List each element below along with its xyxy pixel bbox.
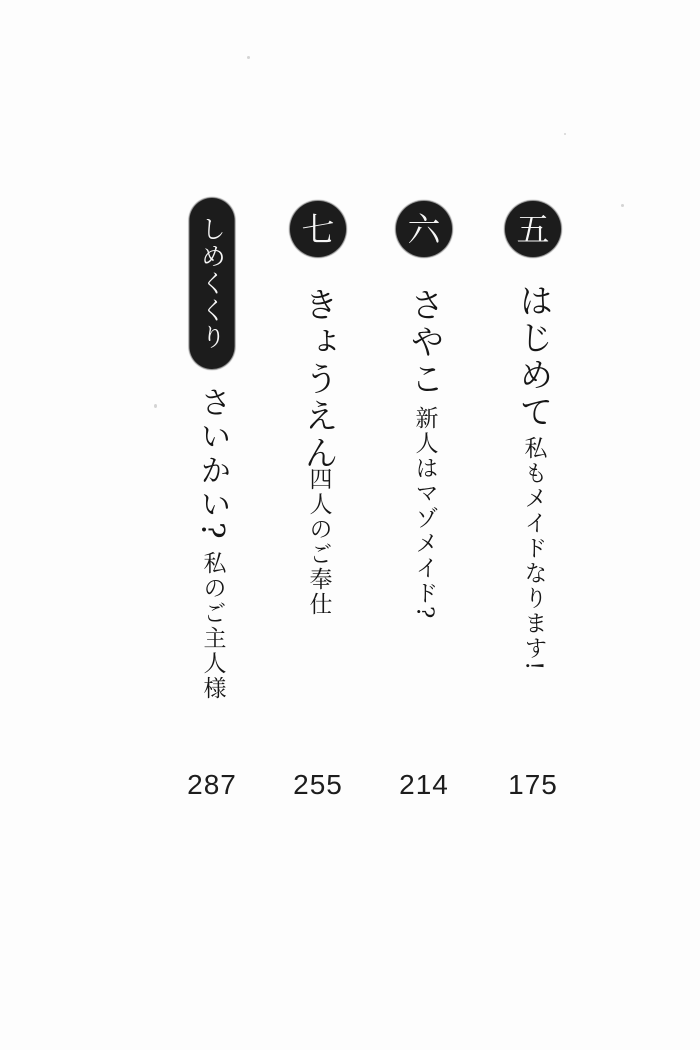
chapter-number-capsule-icon (190, 198, 235, 369)
chapter-subtitle: 新人はマゾメイド? (411, 406, 438, 621)
chapter-number: しめくくり (197, 216, 227, 351)
page-number: 287 (187, 769, 237, 800)
page-number: 255 (293, 769, 343, 800)
chapter-title: さやこ (404, 287, 444, 398)
chapter-title: さいかい? (194, 386, 231, 542)
chapter-number: 七 (301, 209, 335, 249)
chapter-subtitle: 私もメイドなります! (520, 436, 547, 673)
chapter-number-circle-icon (505, 201, 561, 257)
scan-speck (247, 56, 250, 59)
chapter-number: 五 (516, 209, 550, 249)
toc-column-chapter-7 (283, 0, 353, 1050)
toc-column-final-chapter (177, 0, 247, 1050)
chapter-title: きょうえん (298, 287, 338, 472)
toc-column-chapter-6 (389, 0, 459, 1050)
chapter-title: はじめて (513, 283, 553, 431)
scan-speck (621, 204, 624, 207)
page-number: 175 (508, 769, 558, 800)
scan-speck (154, 404, 157, 408)
chapter-subtitle: 四人のご奉仕 (305, 467, 332, 617)
chapter-number-circle-icon (290, 201, 346, 257)
scan-speck (564, 133, 566, 135)
toc-column-chapter-5 (498, 0, 568, 1050)
chapter-number: 六 (407, 209, 441, 249)
chapter-number-circle-icon (396, 201, 452, 257)
page-number: 214 (399, 769, 449, 800)
chapter-subtitle: 私のご主人様 (199, 551, 226, 701)
